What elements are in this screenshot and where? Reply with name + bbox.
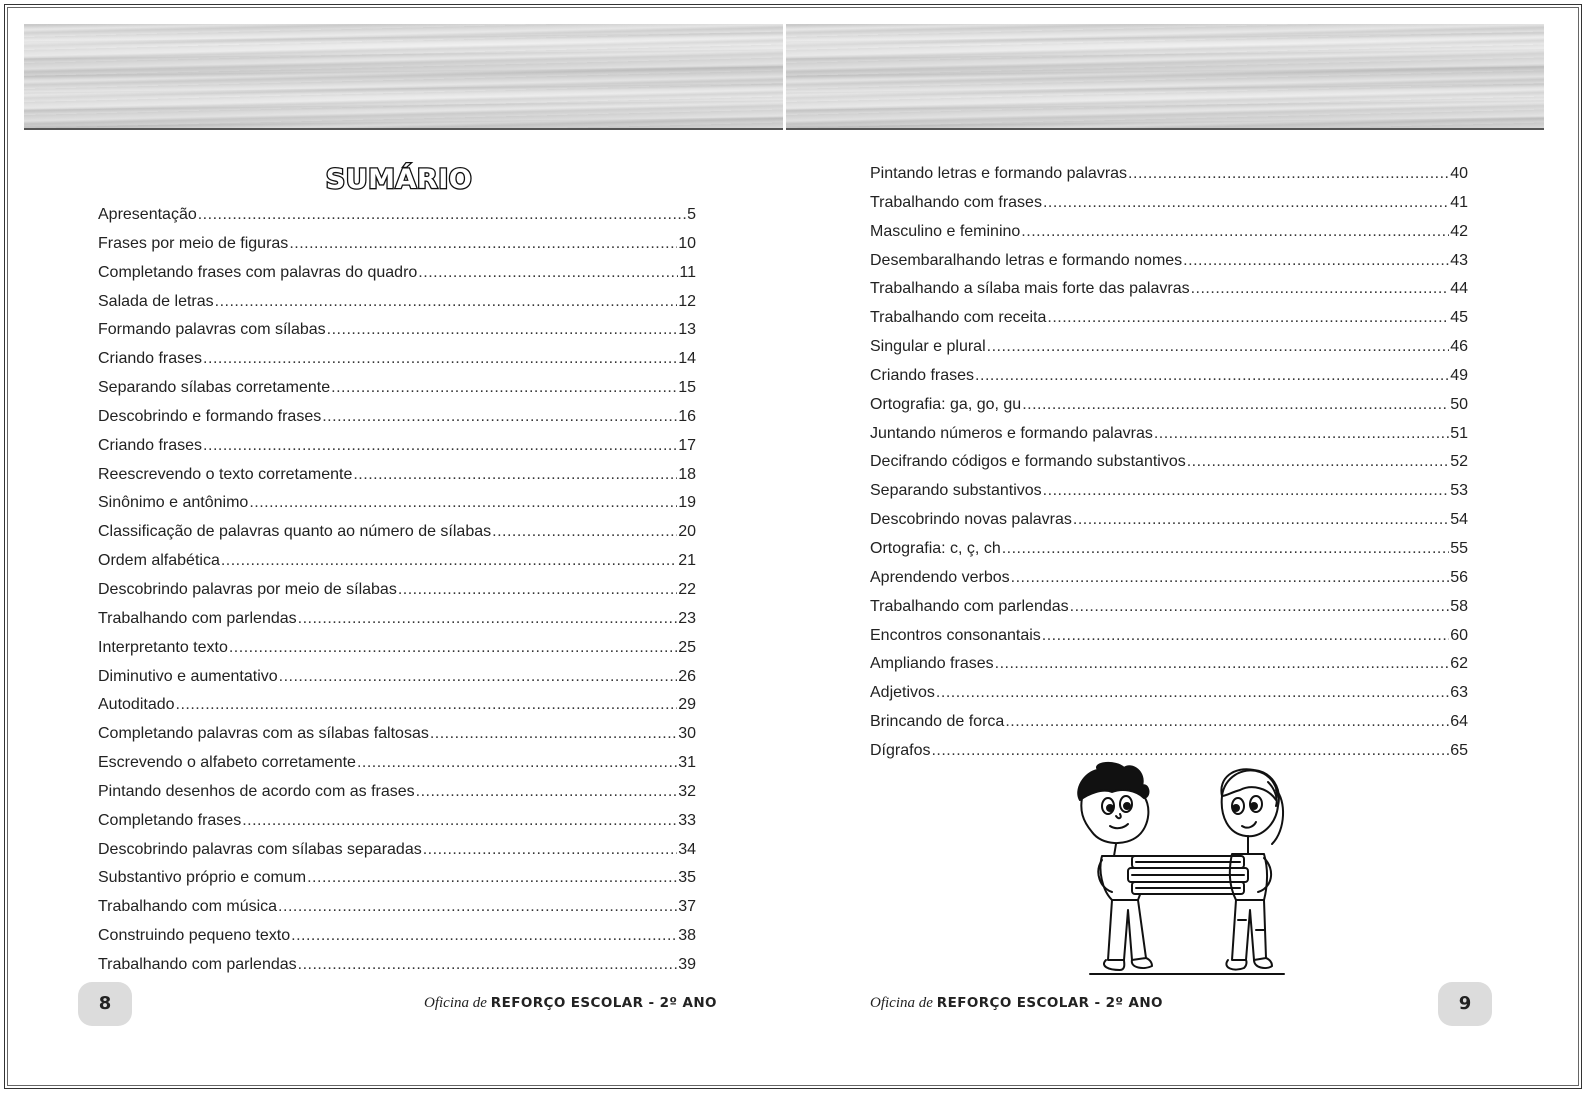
toc-entry-title: Descobrindo palavras com sílabas separadas (98, 840, 422, 858)
toc-entry (98, 663, 696, 692)
toc-entry-page: 38 (678, 927, 696, 945)
toc-entry-page: 35 (678, 869, 696, 887)
toc-entry-title: Construindo pequeno texto (98, 927, 291, 945)
toc-entry-title: Decifrando códigos e formando substantivos (870, 453, 1186, 471)
toc-dot-leader (423, 836, 677, 865)
toc-entry-page: 64 (1450, 713, 1468, 731)
toc-dot-leader (416, 778, 678, 807)
toc-entry-page: 55 (1450, 539, 1468, 557)
toc-dot-leader (987, 333, 1450, 362)
toc-entry (870, 275, 1468, 304)
toc-dot-leader (418, 259, 678, 288)
toc-dot-leader (995, 650, 1450, 679)
toc-entry-title: Descobrindo novas palavras (870, 511, 1072, 529)
toc-entry (870, 304, 1468, 333)
toc-entry-title: Completando frases (98, 811, 242, 829)
toc-entry (870, 247, 1468, 276)
toc-entry (98, 864, 696, 893)
toc-entry-title: Classificação de palavras quanto ao número de sílabas (98, 523, 492, 541)
toc-entry-page: 62 (1450, 655, 1468, 673)
toc-entry-page: 29 (678, 696, 696, 714)
footer-right (870, 994, 1163, 1012)
page-title (316, 158, 482, 196)
toc-dot-leader (278, 893, 677, 922)
toc-entry (98, 259, 696, 288)
toc-entry (870, 160, 1468, 189)
toc-entry-page: 49 (1450, 366, 1468, 384)
toc-entry-page: 50 (1450, 395, 1468, 413)
toc-entry (98, 951, 696, 980)
toc-entry (870, 650, 1468, 679)
toc-dot-leader (975, 362, 1449, 391)
toc-dot-leader (215, 288, 678, 317)
toc-entry (870, 362, 1468, 391)
toc-entry (870, 679, 1468, 708)
toc-entry-page: 17 (678, 436, 696, 454)
toc-dot-leader (430, 720, 677, 749)
toc-dot-leader (1070, 593, 1450, 622)
toc-entry-title: Apresentação (98, 206, 197, 223)
footer-left (424, 994, 717, 1012)
toc-entry (98, 288, 696, 317)
toc-entry (870, 420, 1468, 449)
toc-entry-page: 13 (678, 321, 696, 339)
toc-entry-page: 42 (1450, 222, 1468, 240)
toc-entry (98, 576, 696, 605)
toc-dot-leader (1047, 304, 1449, 333)
toc-entry-page: 60 (1450, 626, 1468, 644)
toc-entry-page: 46 (1450, 338, 1468, 356)
toc-entry-page: 11 (679, 263, 696, 281)
toc-dot-leader (1021, 218, 1449, 247)
toc-entry-title: Criando frases (98, 350, 203, 368)
toc-entry-title: Formando palavras com sílabas (98, 321, 326, 339)
toc-dot-leader (936, 679, 1449, 708)
toc-entry-page: 33 (678, 811, 696, 829)
toc-entry (98, 605, 696, 634)
toc-entry-page: 52 (1450, 453, 1468, 471)
toc-entry-title: Trabalhando com frases (870, 193, 1042, 211)
footer-prefix: Oficina de (870, 995, 933, 1011)
toc-entry-page: 18 (678, 465, 696, 483)
toc-entry-page: 44 (1450, 280, 1468, 298)
toc-entry-page: 25 (678, 638, 696, 656)
toc-entry (98, 893, 696, 922)
toc-entry (870, 564, 1468, 593)
toc-entry (98, 345, 696, 374)
toc-dot-leader (221, 547, 677, 576)
toc-entry-page: 19 (678, 494, 696, 512)
toc-entry-page: 45 (1450, 309, 1468, 327)
title-svg (316, 158, 482, 196)
toc-entry (98, 461, 696, 490)
toc-entry-page: 54 (1450, 511, 1468, 529)
toc-entry-title: Frases por meio de figuras (98, 234, 289, 252)
toc-entry-title: Sinônimo e antônimo (98, 494, 249, 512)
footer-title: REFORÇO ESCOLAR - 2º ANO (936, 995, 1163, 1011)
toc-entry-page: 30 (678, 725, 696, 743)
toc-entry-title: Reescrevendo o texto corretamente (98, 465, 353, 483)
page-number-right: 9 (1438, 982, 1492, 1026)
toc-entry-title: Encontros consonantais (870, 626, 1041, 644)
toc-entry (98, 518, 696, 547)
toc-entry-title: Interpretanto texto (98, 638, 228, 656)
title-text: SUMÁRIO (325, 164, 473, 195)
toc-entry-title: Pintando desenhos de acordo com as frases (98, 782, 415, 800)
kids-carrying-books-illustration (1072, 760, 1302, 990)
toc-dot-leader (1043, 189, 1449, 218)
toc-entry-page: 12 (678, 292, 696, 310)
toc-dot-leader (279, 663, 678, 692)
toc-entry-title: Substantivo próprio e comum (98, 869, 307, 887)
toc-entry (98, 778, 696, 807)
toc-entry (98, 547, 696, 576)
toc-entry-page: 26 (678, 667, 696, 685)
toc-entry-page: 14 (678, 350, 696, 368)
toc-entry-page: 32 (678, 782, 696, 800)
toc-entry-title: Desembaralhando letras e formando nomes (870, 251, 1183, 269)
wood-banner-right (786, 24, 1544, 130)
toc-dot-leader (357, 749, 677, 778)
toc-entry-title: Juntando números e formando palavras (870, 424, 1153, 442)
toc-dot-leader (289, 230, 677, 259)
toc-entry (98, 634, 696, 663)
toc-entry (98, 316, 696, 345)
toc-entry-page: 56 (1450, 568, 1468, 586)
toc-entry-page: 53 (1450, 482, 1468, 500)
toc-entry (98, 489, 696, 518)
toc-entry (98, 201, 696, 230)
toc-dot-leader (1005, 708, 1449, 737)
toc-list-right (870, 160, 1468, 766)
toc-entry (98, 691, 696, 720)
toc-dot-leader (307, 864, 677, 893)
toc-entry-title: Ortografia: c, ç, ch (870, 539, 1001, 557)
toc-entry-title: Separando substantivos (870, 482, 1042, 500)
toc-entry (870, 448, 1468, 477)
toc-entry-title: Salada de letras (98, 292, 214, 310)
toc-entry-title: Masculino e feminino (870, 222, 1021, 240)
toc-entry-page: 63 (1450, 684, 1468, 702)
toc-entry-title: Diminutivo e aumentativo (98, 667, 278, 685)
toc-dot-leader (203, 432, 677, 461)
toc-entry (870, 708, 1468, 737)
toc-dot-leader (1022, 391, 1449, 420)
toc-entry (870, 506, 1468, 535)
toc-entry-page: 22 (678, 580, 696, 598)
toc-entry (870, 477, 1468, 506)
toc-dot-leader (1154, 420, 1449, 449)
toc-dot-leader (1073, 506, 1449, 535)
toc-entry-title: Descobrindo palavras por meio de sílabas (98, 580, 397, 598)
toc-dot-leader (249, 489, 677, 518)
toc-entry (870, 391, 1468, 420)
toc-entry (98, 749, 696, 778)
toc-entry-title: Completando frases com palavras do quadro (98, 263, 418, 281)
toc-entry (98, 720, 696, 749)
toc-dot-leader (242, 807, 677, 836)
toc-entry-title: Ortografia: ga, go, gu (870, 395, 1022, 413)
toc-entry-title: Pintando letras e formando palavras (870, 165, 1128, 182)
footer-prefix: Oficina de (424, 995, 487, 1011)
toc-entry-title: Ampliando frases (870, 655, 994, 673)
toc-entry (98, 922, 696, 951)
toc-entry (98, 836, 696, 865)
toc-entry-page: 20 (678, 523, 696, 541)
toc-entry (870, 333, 1468, 362)
toc-dot-leader (1042, 622, 1449, 651)
toc-entry-title: Dígrafos (870, 741, 931, 759)
toc-dot-leader (353, 461, 677, 490)
toc-dot-leader (291, 922, 677, 951)
toc-entry-page: 65 (1450, 741, 1468, 759)
toc-entry-title: Trabalhando com parlendas (870, 597, 1069, 615)
toc-entry-title: Singular e plural (870, 338, 986, 356)
toc-dot-leader (203, 345, 677, 374)
toc-entry-title: Escrevendo o alfabeto corretamente (98, 754, 356, 772)
wood-banner-left (24, 24, 783, 130)
toc-entry (98, 230, 696, 259)
toc-dot-leader (1183, 247, 1449, 276)
toc-entry-title: Brincando de forca (870, 713, 1005, 731)
toc-entry-page: 10 (678, 234, 696, 252)
toc-dot-leader (176, 691, 678, 720)
toc-list-left (98, 201, 696, 980)
toc-entry-title: Autoditado (98, 696, 175, 714)
toc-dot-leader (1002, 535, 1449, 564)
toc-entry-page: 40 (1450, 165, 1468, 182)
toc-entry-title: Trabalhando a sílaba mais forte das palavras (870, 280, 1190, 298)
toc-dot-leader (492, 518, 677, 547)
toc-entry (870, 189, 1468, 218)
toc-entry-title: Adjetivos (870, 684, 935, 702)
toc-entry-page: 39 (678, 955, 696, 973)
toc-entry (98, 403, 696, 432)
toc-dot-leader (322, 403, 677, 432)
toc-entry-title: Descobrindo e formando frases (98, 407, 322, 425)
toc-dot-leader (331, 374, 677, 403)
toc-entry (870, 593, 1468, 622)
toc-entry-page: 41 (1450, 193, 1468, 211)
toc-entry-title: Trabalhando com receita (870, 309, 1047, 327)
toc-entry-title: Completando palavras com as sílabas faltosas (98, 725, 429, 743)
toc-entry-page: 23 (678, 609, 696, 627)
toc-entry-page: 37 (678, 898, 696, 916)
toc-dot-leader (298, 951, 678, 980)
toc-dot-leader (1187, 448, 1449, 477)
toc-dot-leader (1128, 160, 1449, 189)
toc-dot-leader (327, 316, 678, 345)
toc-entry (870, 218, 1468, 247)
toc-dot-leader (298, 605, 678, 634)
toc-dot-leader (398, 576, 677, 605)
toc-entry-title: Aprendendo verbos (870, 568, 1010, 586)
toc-entry-title: Trabalhando com música (98, 898, 278, 916)
toc-entry (98, 374, 696, 403)
toc-dot-leader (1191, 275, 1450, 304)
toc-entry-page: 34 (678, 840, 696, 858)
page-number-left: 8 (78, 982, 132, 1026)
toc-entry (98, 432, 696, 461)
toc-dot-leader (198, 201, 686, 230)
toc-entry (870, 535, 1468, 564)
toc-entry-title: Criando frases (98, 436, 203, 454)
toc-entry-title: Trabalhando com parlendas (98, 609, 297, 627)
toc-entry-title: Criando frases (870, 366, 975, 384)
toc-entry (98, 807, 696, 836)
toc-entry-page: 15 (678, 379, 696, 397)
toc-entry-page: 31 (678, 754, 696, 772)
toc-entry (870, 622, 1468, 651)
toc-dot-leader (1043, 477, 1450, 506)
toc-entry-title: Ordem alfabética (98, 552, 220, 570)
toc-entry-page: 5 (687, 206, 696, 223)
toc-entry-page: 58 (1450, 597, 1468, 615)
toc-entry-page: 16 (678, 407, 696, 425)
toc-dot-leader (1011, 564, 1450, 593)
toc-dot-leader (229, 634, 677, 663)
toc-entry-title: Separando sílabas corretamente (98, 379, 331, 397)
toc-entry-title: Trabalhando com parlendas (98, 955, 297, 973)
toc-entry-page: 21 (678, 552, 696, 570)
toc-entry-page: 43 (1450, 251, 1468, 269)
footer-title: REFORÇO ESCOLAR - 2º ANO (490, 995, 717, 1011)
toc-entry-page: 51 (1450, 424, 1468, 442)
